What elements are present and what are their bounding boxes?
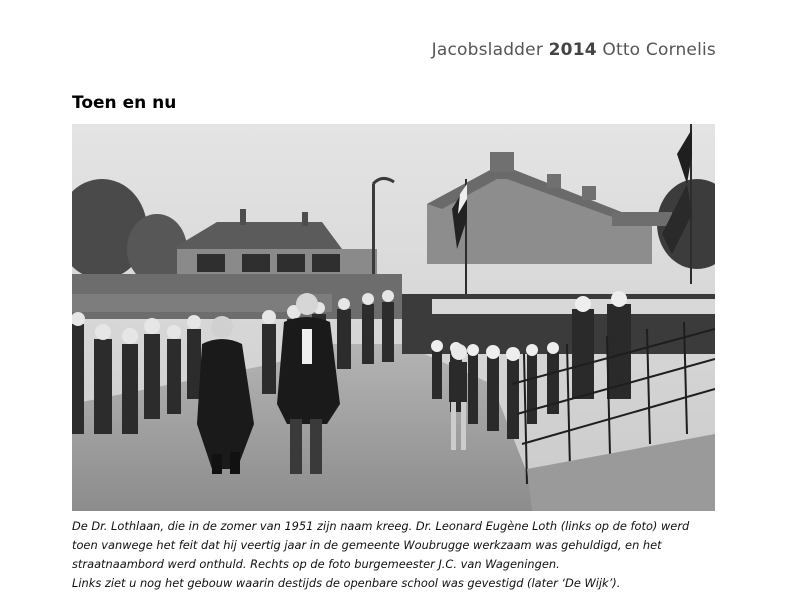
page-header — [432, 40, 716, 60]
caption-line: straatnaambord werd onthuld. Rechts op de foto burgemeester J.C. van Wageningen. — [72, 557, 560, 571]
header-author: Otto Cornelis — [602, 40, 716, 60]
header-series: Jacobsladder — [431, 40, 544, 60]
photo-caption — [72, 517, 722, 593]
header-year: 2014 — [548, 40, 597, 60]
caption-line: Links ziet u nog het gebouw waarin destijds de openbare school was gevestigd (later ‘De Wijk’). — [72, 576, 621, 590]
historic-photo — [72, 124, 715, 511]
caption-line: De Dr. Lothlaan, die in de zomer van 1951 zijn naam kreeg. Dr. Leonard Eugène Loth (links op de foto) werd — [72, 519, 690, 533]
caption-line: toen vanwege het feit dat hij veertig jaar in de gemeente Woubrugge werkzaam was gehuldigd, en het — [72, 538, 662, 552]
section-title: Toen en nu — [72, 93, 177, 113]
